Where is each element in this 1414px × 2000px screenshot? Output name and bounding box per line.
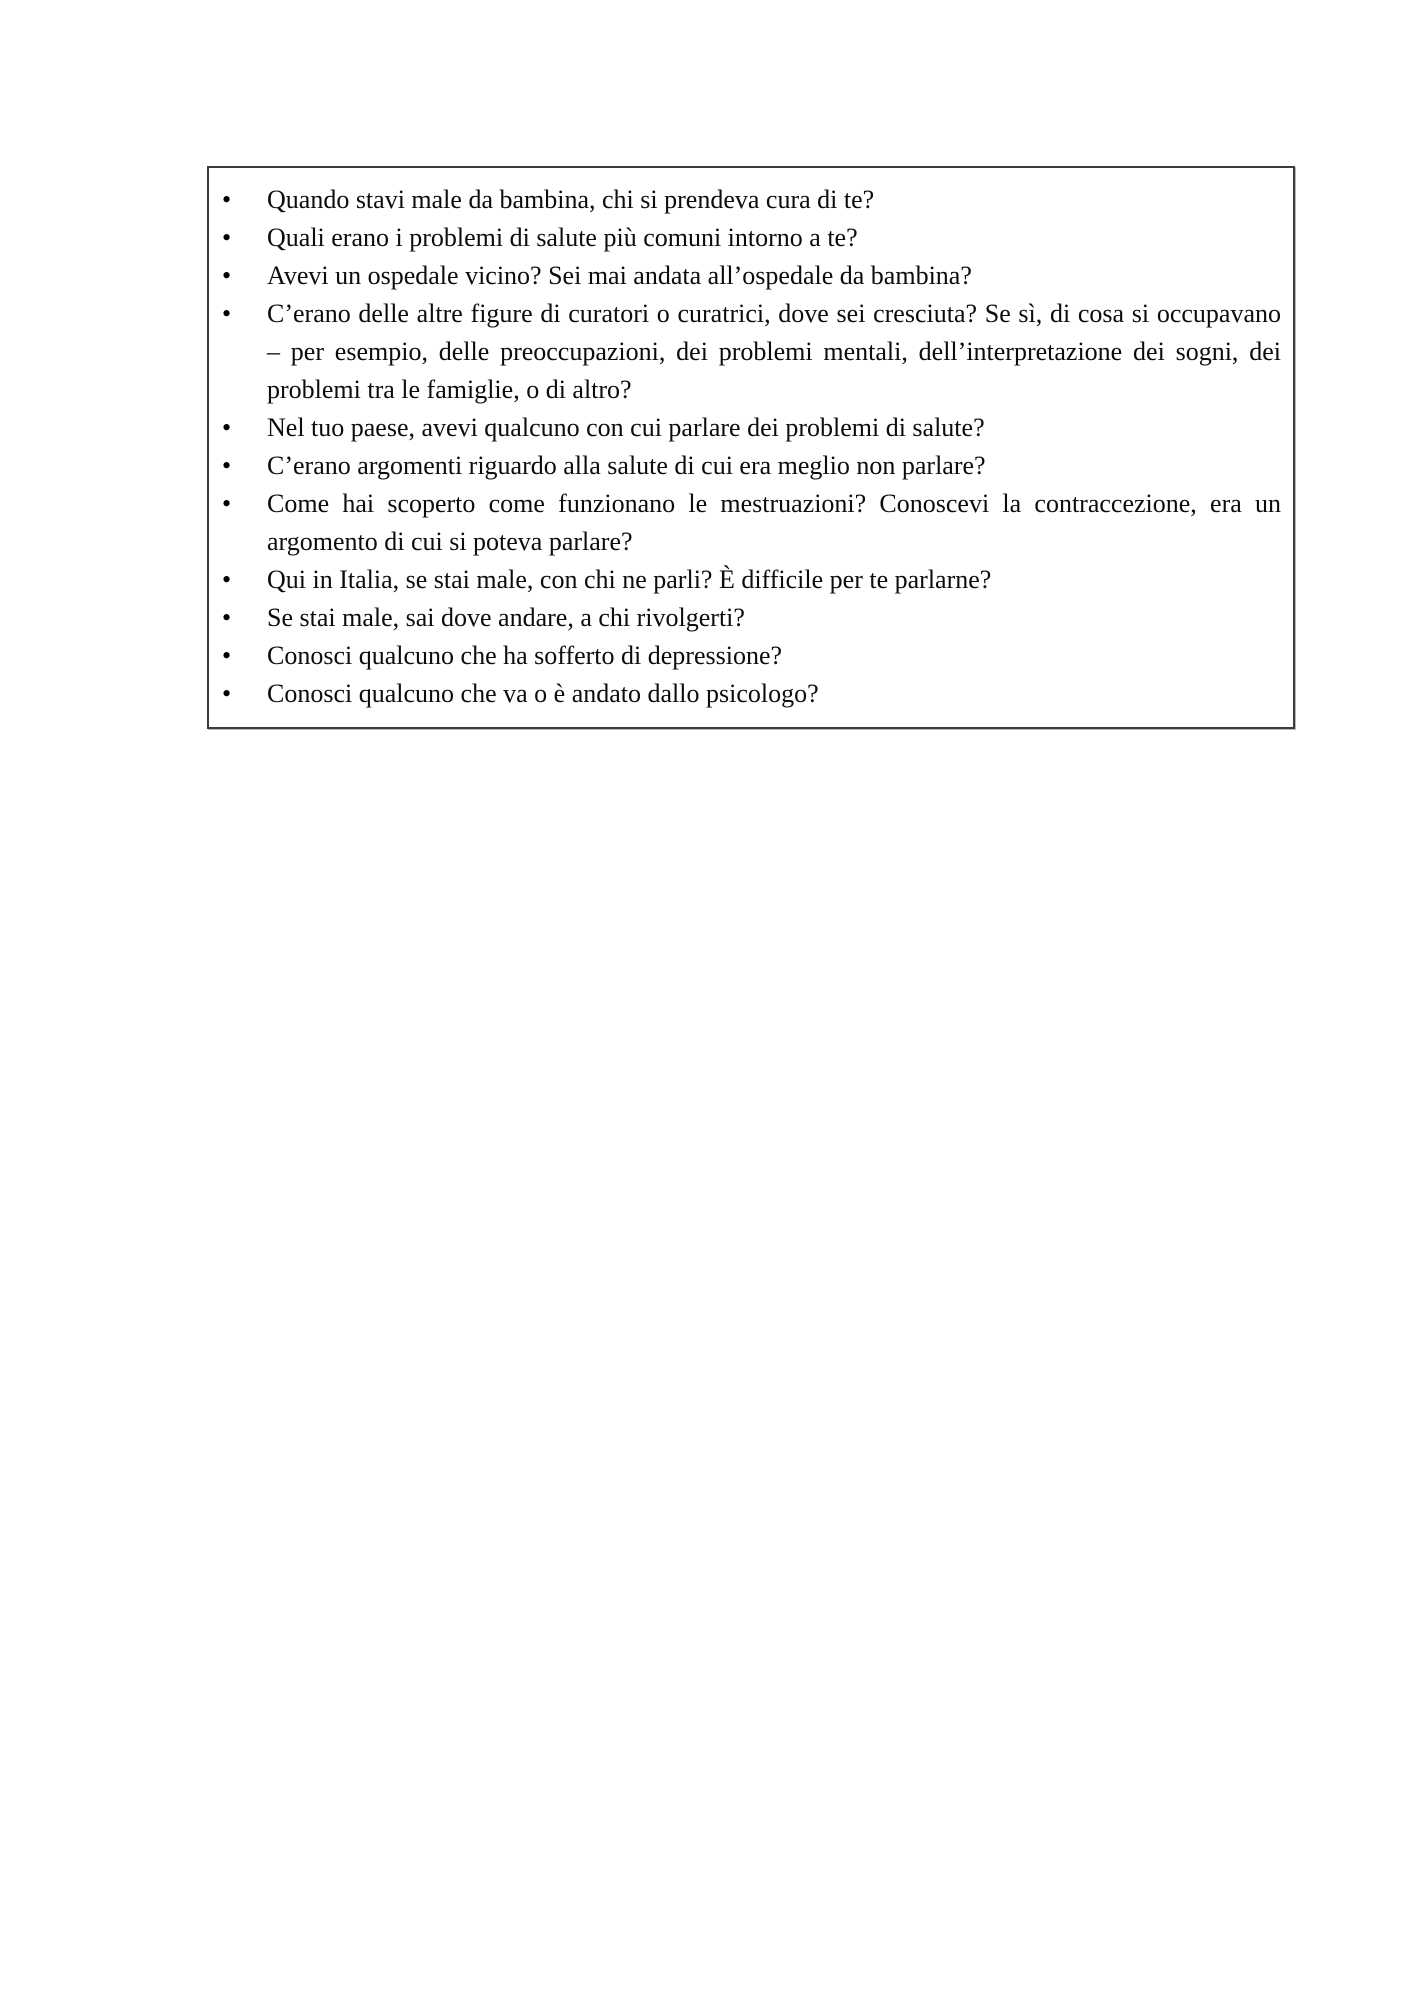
question-text: Se stai male, sai dove andare, a chi rivolgerti? — [267, 603, 745, 632]
question-text: Quali erano i problemi di salute più comuni intorno a te? — [267, 223, 858, 252]
list-item — [209, 219, 1281, 257]
question-text: C’erano argomenti riguardo alla salute di cui era meglio non parlare? — [267, 451, 986, 480]
bullet-icon: • — [222, 451, 232, 480]
list-item — [209, 599, 1281, 637]
question-text: Quando stavi male da bambina, chi si prendeva cura di te? — [267, 185, 875, 214]
list-item — [209, 295, 1281, 409]
question-box — [207, 166, 1295, 729]
list-item — [209, 409, 1281, 447]
list-item — [209, 485, 1281, 561]
question-text: Nel tuo paese, avevi qualcuno con cui parlare dei problemi di salute? — [267, 413, 985, 442]
bullet-icon: • — [222, 185, 232, 214]
list-item — [209, 561, 1281, 599]
question-text: Conosci qualcuno che va o è andato dallo psicologo? — [267, 679, 819, 708]
question-text: Conosci qualcuno che ha sofferto di depressione? — [267, 641, 783, 670]
bullet-icon: • — [222, 565, 232, 594]
list-item — [209, 637, 1281, 675]
question-text: C’erano delle altre figure di curatori o curatrici, dove sei cresciuta? Se sì, di cosa si occupavano – per esempio, delle preoccupazioni, dei problemi mentali, dell’interpretazione dei sogni, dei problemi tra le famiglie, o di altro? — [267, 299, 1281, 404]
bullet-icon: • — [222, 489, 232, 518]
bullet-icon: • — [222, 223, 232, 252]
list-item — [209, 181, 1281, 219]
list-item — [209, 675, 1281, 713]
bullet-icon: • — [222, 641, 232, 670]
bullet-icon: • — [222, 603, 232, 632]
question-list — [209, 181, 1281, 713]
list-item — [209, 447, 1281, 485]
question-text: Avevi un ospedale vicino? Sei mai andata all’ospedale da bambina? — [267, 261, 972, 290]
bullet-icon: • — [222, 679, 232, 708]
bullet-icon: • — [222, 413, 232, 442]
question-text: Come hai scoperto come funzionano le mestruazioni? Conoscevi la contraccezione, era un argomento di cui si poteva parlare? — [267, 489, 1281, 556]
bullet-icon: • — [222, 261, 232, 290]
question-text: Qui in Italia, se stai male, con chi ne parli? È difficile per te parlarne? — [267, 565, 992, 594]
list-item — [209, 257, 1281, 295]
bullet-icon: • — [222, 299, 232, 328]
